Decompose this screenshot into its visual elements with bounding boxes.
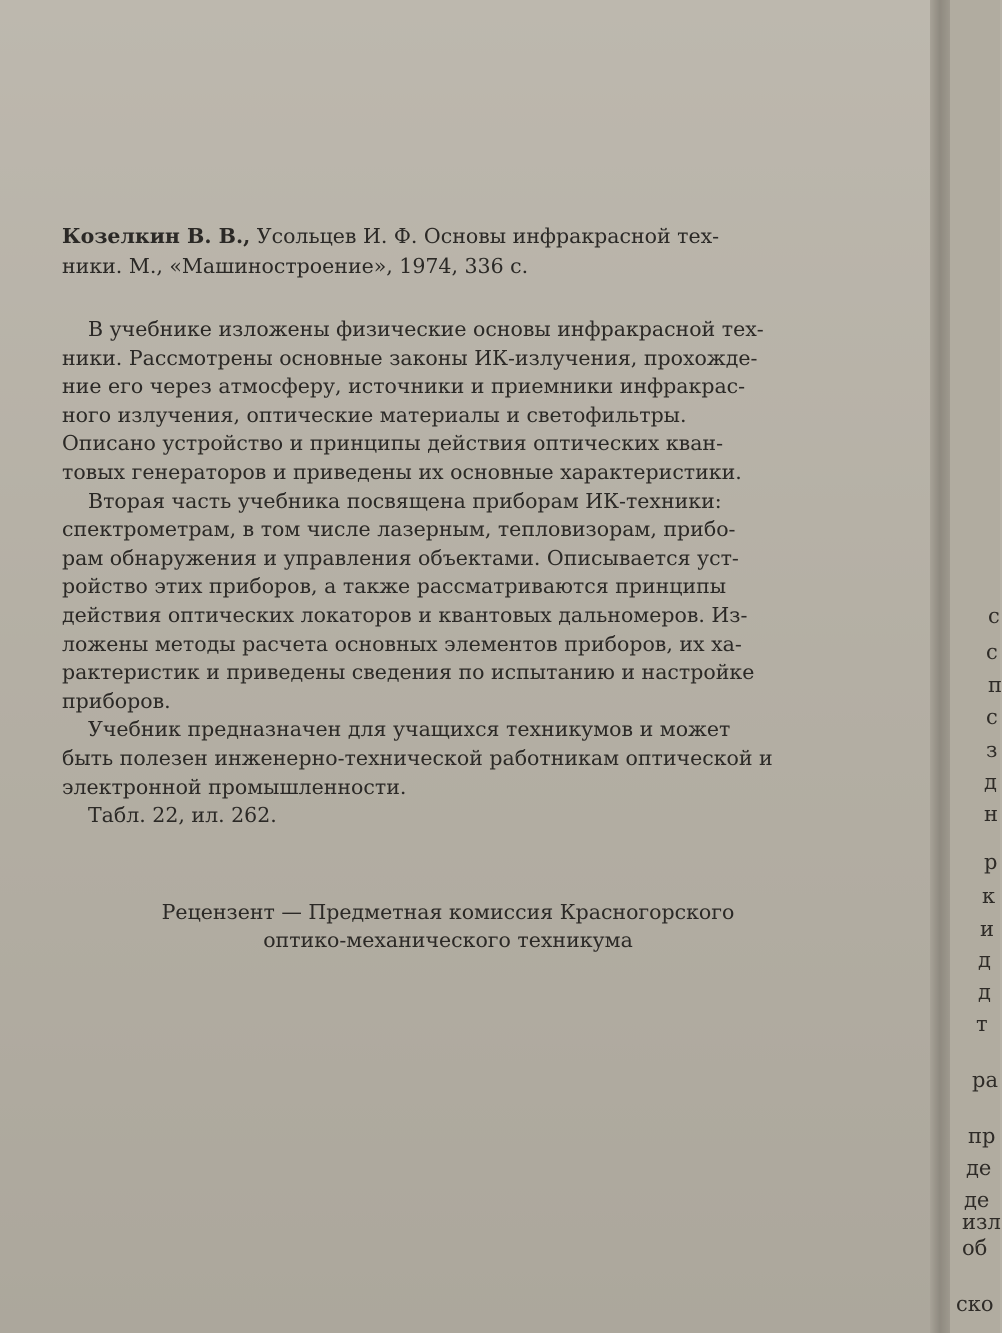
right-page-fragment: и (980, 917, 994, 941)
abstract-line: быть полезен инженерно-технической работникам оптической и (62, 745, 773, 770)
reviewer-line-1: Рецензент — Предметная комиссия Красногорского (161, 900, 735, 924)
abstract-line: В учебнике изложены физические основы инфракрасной тех- (88, 317, 764, 341)
right-page-fragment: с (986, 640, 998, 664)
abstract-line: рам обнаружения и управления объектами. Описывается уст- (62, 545, 739, 570)
reviewer-note (118, 898, 778, 954)
abstract-line: спектрометрам, в том числе лазерным, тепловизорам, прибо- (62, 517, 736, 542)
right-page-fragment: об (962, 1236, 988, 1260)
right-page-fragment: ско (956, 1292, 994, 1316)
right-page-fragment: д (984, 770, 997, 794)
abstract-line: Учебник предназначен для учащихся техникумов и может (88, 717, 731, 742)
right-page-fragment: де (966, 1156, 992, 1180)
abstract-line: Вторая часть учебника посвящена приборам ИК-техники: (88, 488, 722, 513)
right-page-fragment: к (982, 884, 996, 908)
right-page-fragment: пр (968, 1124, 996, 1148)
abstract-line: ложены методы расчета основных элементов приборов, их ха- (62, 631, 742, 656)
biblio-line-2: ники. М., «Машиностроение», 1974, 336 с. (62, 254, 529, 278)
right-page-fragment: д (978, 980, 991, 1004)
right-page-fragment: с (988, 604, 1000, 628)
right-page-fragment: де (964, 1188, 990, 1212)
abstract-line: рактеристик и приведены сведения по испытанию и настройке (62, 660, 755, 685)
abstract-line: приборов. (62, 688, 171, 713)
right-page-fragment: р (984, 850, 998, 874)
right-page-fragment: д (978, 948, 991, 972)
abstract-line: электронной промышленности. (62, 774, 407, 799)
abstract-line: ройство этих приборов, а также рассматриваются принципы (62, 574, 727, 599)
abstract-line: ники. Рассмотрены основные законы ИК-излучения, прохожде- (62, 345, 758, 370)
right-page-fragment: з (986, 738, 998, 762)
right-page-fragment: н (984, 802, 998, 826)
abstract-line: ного излучения, оптические материалы и светофильтры. (62, 402, 687, 427)
right-page-fragment: п (988, 673, 1002, 697)
right-page-fragment: т (976, 1012, 988, 1036)
reviewer-line-2: оптико-механического техникума (263, 928, 633, 952)
biblio-line-1: Усольцев И. Ф. Основы инфракрасной тех- (250, 224, 720, 248)
bibliographic-entry (62, 221, 847, 281)
table-figure-count: Табл. 22, ил. 262. (88, 803, 277, 828)
book-gutter (930, 0, 952, 1333)
abstract-line: ние его через атмосферу, источники и приемники инфракрас- (62, 374, 746, 399)
right-page-fragment: ра (972, 1068, 998, 1092)
abstract (62, 315, 852, 830)
authors: Козелкин В. В., (62, 224, 251, 248)
abstract-line: действия оптических локаторов и квантовых дальномеров. Из- (62, 602, 748, 627)
right-page-fragment: изл (962, 1210, 1001, 1234)
abstract-line: Описано устройство и принципы действия оптических кван- (62, 431, 724, 456)
abstract-line: товых генераторов и приведены их основные характеристики. (62, 459, 742, 484)
right-page-fragment: с (986, 705, 998, 729)
